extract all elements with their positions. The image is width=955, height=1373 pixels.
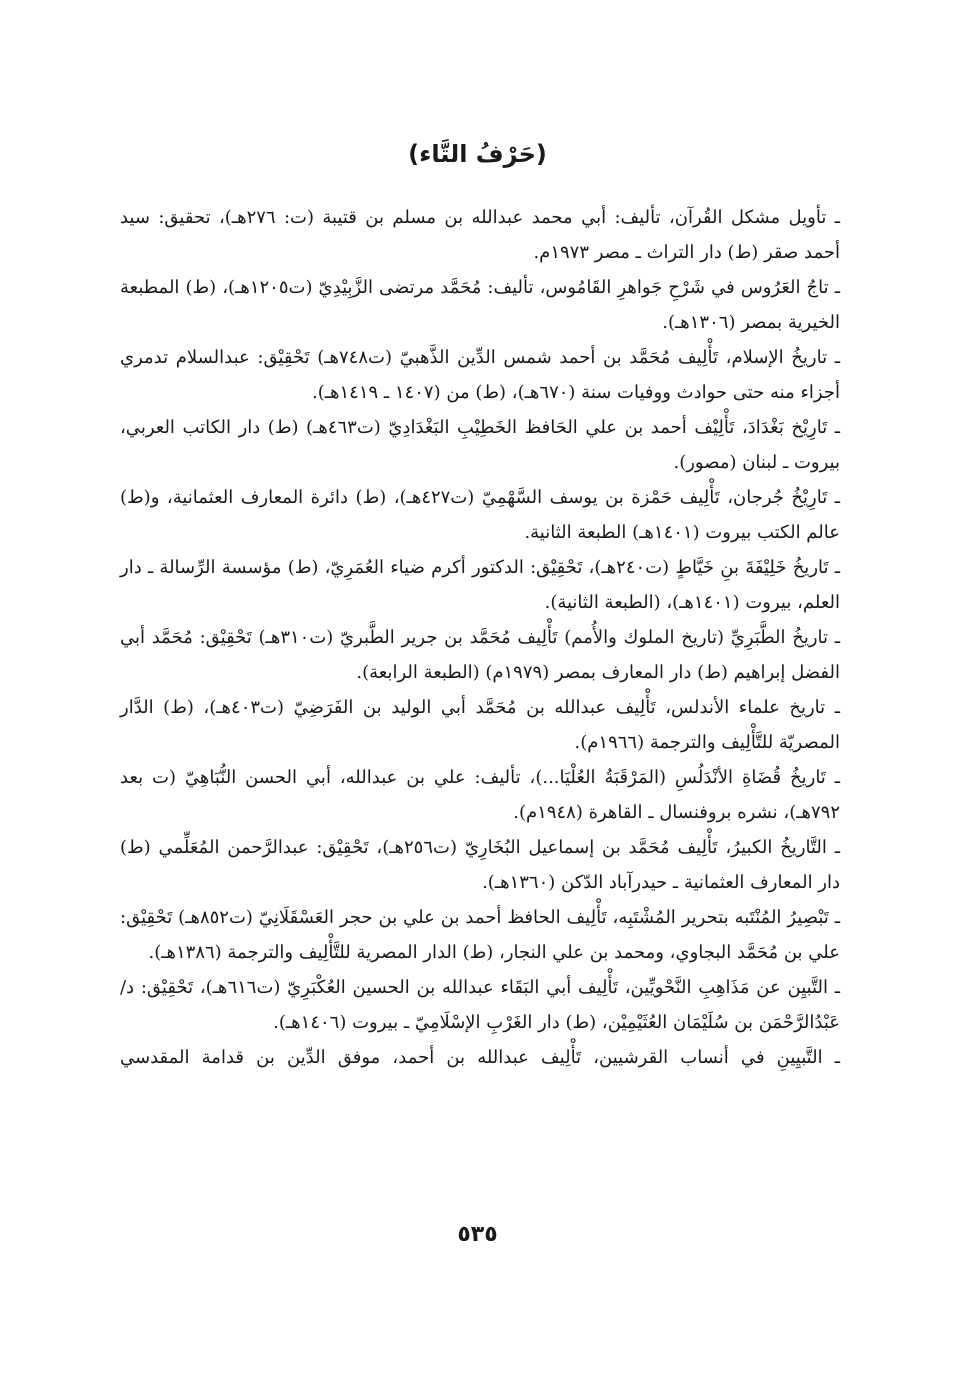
bibliography-entry: ـ تاجُ العَرُوس في شَرْحِ جَواهرِ القَامُوس، تأليف: مُحَمَّد مرتضى الزَّبِيْدِيّ (ت١٢٠٥هـ)، (ط) المطبعة الخيرية بمصر (١٣٠٦هـ). [120,277,841,333]
bibliography-list [120,200,840,1075]
section-heading: (حَرْفُ التَّاء) [408,140,547,168]
bibliography-entry: ـ تَارِيْخ بَغْدَادَ، تَأْلِيْف أحمد بن علي الحَافظ الخَطِيْبِ البَغْدَادِيّ (ت٤٦٣هـ) (ط) دار الكاتب العربي، بيروت ـ لبنان (مصور). [120,417,841,473]
bibliography-entry: ـ تأويل مشكل القُرآن، تأليف: أبي محمد عبدالله بن مسلم بن قتيبة (ت: ٢٧٦هـ)، تحقيق: سيد أحمد صقر (ط) دار التراث ـ مصر ١٩٧٣م. [120,207,840,263]
page-number: ٥٣٥ [457,1222,498,1247]
bibliography-entry: ـ تاريخ علماء الأندلس، تَأْلِيف عبدالله بن مُحَمَّد أبي الوليد بن الفَرَضِيّ (ت٤٠٣هـ)، (ط) الدَّار المصريّة للتَّأْلِيف والترجمة (١٩٦٦م). [120,697,841,753]
bibliography-entry: ـ تَاريخُ خَلِيْفَةَ بنِ خَيَّاطٍ (ت٢٤٠هـ)، تَحْقِيْق: الدكتور أكرم ضياء العُمَرِيّ، (ط) مؤسسة الرِّسالة ـ دار العلم، بيروت (١٤٠١هـ)، (الطبعة الثانية). [120,557,840,613]
bibliography-entry: ـ التَّاريخُ الكبيرُ، تَأْلِيف مُحَمَّد بن إسماعيل البُخَارِيّ (ت٢٥٦هـ)، تَحْقِيْق: عبدالرَّحمن المُعَلِّمي (ط) دار المعارف العثمانية ـ حيدرآباد الدّكن (١٣٦٠هـ). [120,837,840,893]
bibliography-entry: ـ تَاريخُ قُضَاةِ الأنْدَلُسِ (المَرْقَبَةُ العُلْيَا...)، تأليف: علي بن عبدالله، أبي الحسن النُّبَاهِيّ (ت بعد ٧٩٢هـ)، نشره بروفنسال ـ القاهرة (١٩٤٨م). [120,767,840,823]
bibliography-entry: ـ تَارِيْخُ جُرجان، تَأْلِيف حَمْزة بن يوسف السَّهْمِيّ (ت٤٢٧هـ)، (ط) دائرة المعارف العثمانية، و(ط) عالم الكتب بيروت (١٤٠١هـ) الطبعة الثانية. [120,487,840,543]
bibliography-entry: ـ تاريخُ الطَّبَرِيِّ (تاريخ الملوك والأُمم) تَأْلِيف مُحَمَّد بن جرير الطَّبريّ (ت٣١٠هـ) تَحْقِيْق: مُحَمَّد أبي الفضل إبراهيم (ط) دار المعارف بمصر (١٩٧٩م) (الطبعة الرابعة). [120,627,841,683]
bibliography-entry: ـ تاريخُ الإسلام، تَأْلِيف مُحَمَّد بن أحمد شمس الدِّين الذَّهبيّ (ت٧٤٨هـ) تَحْقِيْق: عبدالسلام تدمري أجزاء منه حتى حوادث ووفيات سنة (٦٧٠هـ)، (ط) من (١٤٠٧ ـ ١٤١٩هـ). [120,347,840,403]
bibliography-entry: ـ التَّبيِن عن مَذَاهِبِ النَّحْويِّين، تَأْلِيف أبي البَقَاء عبدالله بن الحسين العُكْبَرِيّ (ت٦١٦هـ)، تَحْقِيْق: د/ عَبْدُالرَّحْمَن بن سُلَيْمَان العُثَيْمِيْن، (ط) دار الغَرْبِ الإسْلَامِيّ ـ بيروت (١٤٠٦هـ). [120,977,840,1033]
bibliography-entry: ـ تَبْصِيرُ المُنْتَبه بتحرير المُشْتَبِه، تَأْلِيف الحافظ أحمد بن علي بن حجر العَسْقَلَانِيّ (ت٨٥٢هـ) تَحْقِيْق: علي بن مُحَمَّد البجاوي، ومحمد بن علي النجار، (ط) الدار المصرية للتَّأْلِيف والترجمة (١٣٨٦هـ). [120,907,840,963]
bibliography-entry: ـ التَّبيِينِ في أنساب القرشيين، تَأْلِيف عبدالله بن أحمد، موفق الدِّين بن قدامة المقدسي [120,1047,840,1068]
